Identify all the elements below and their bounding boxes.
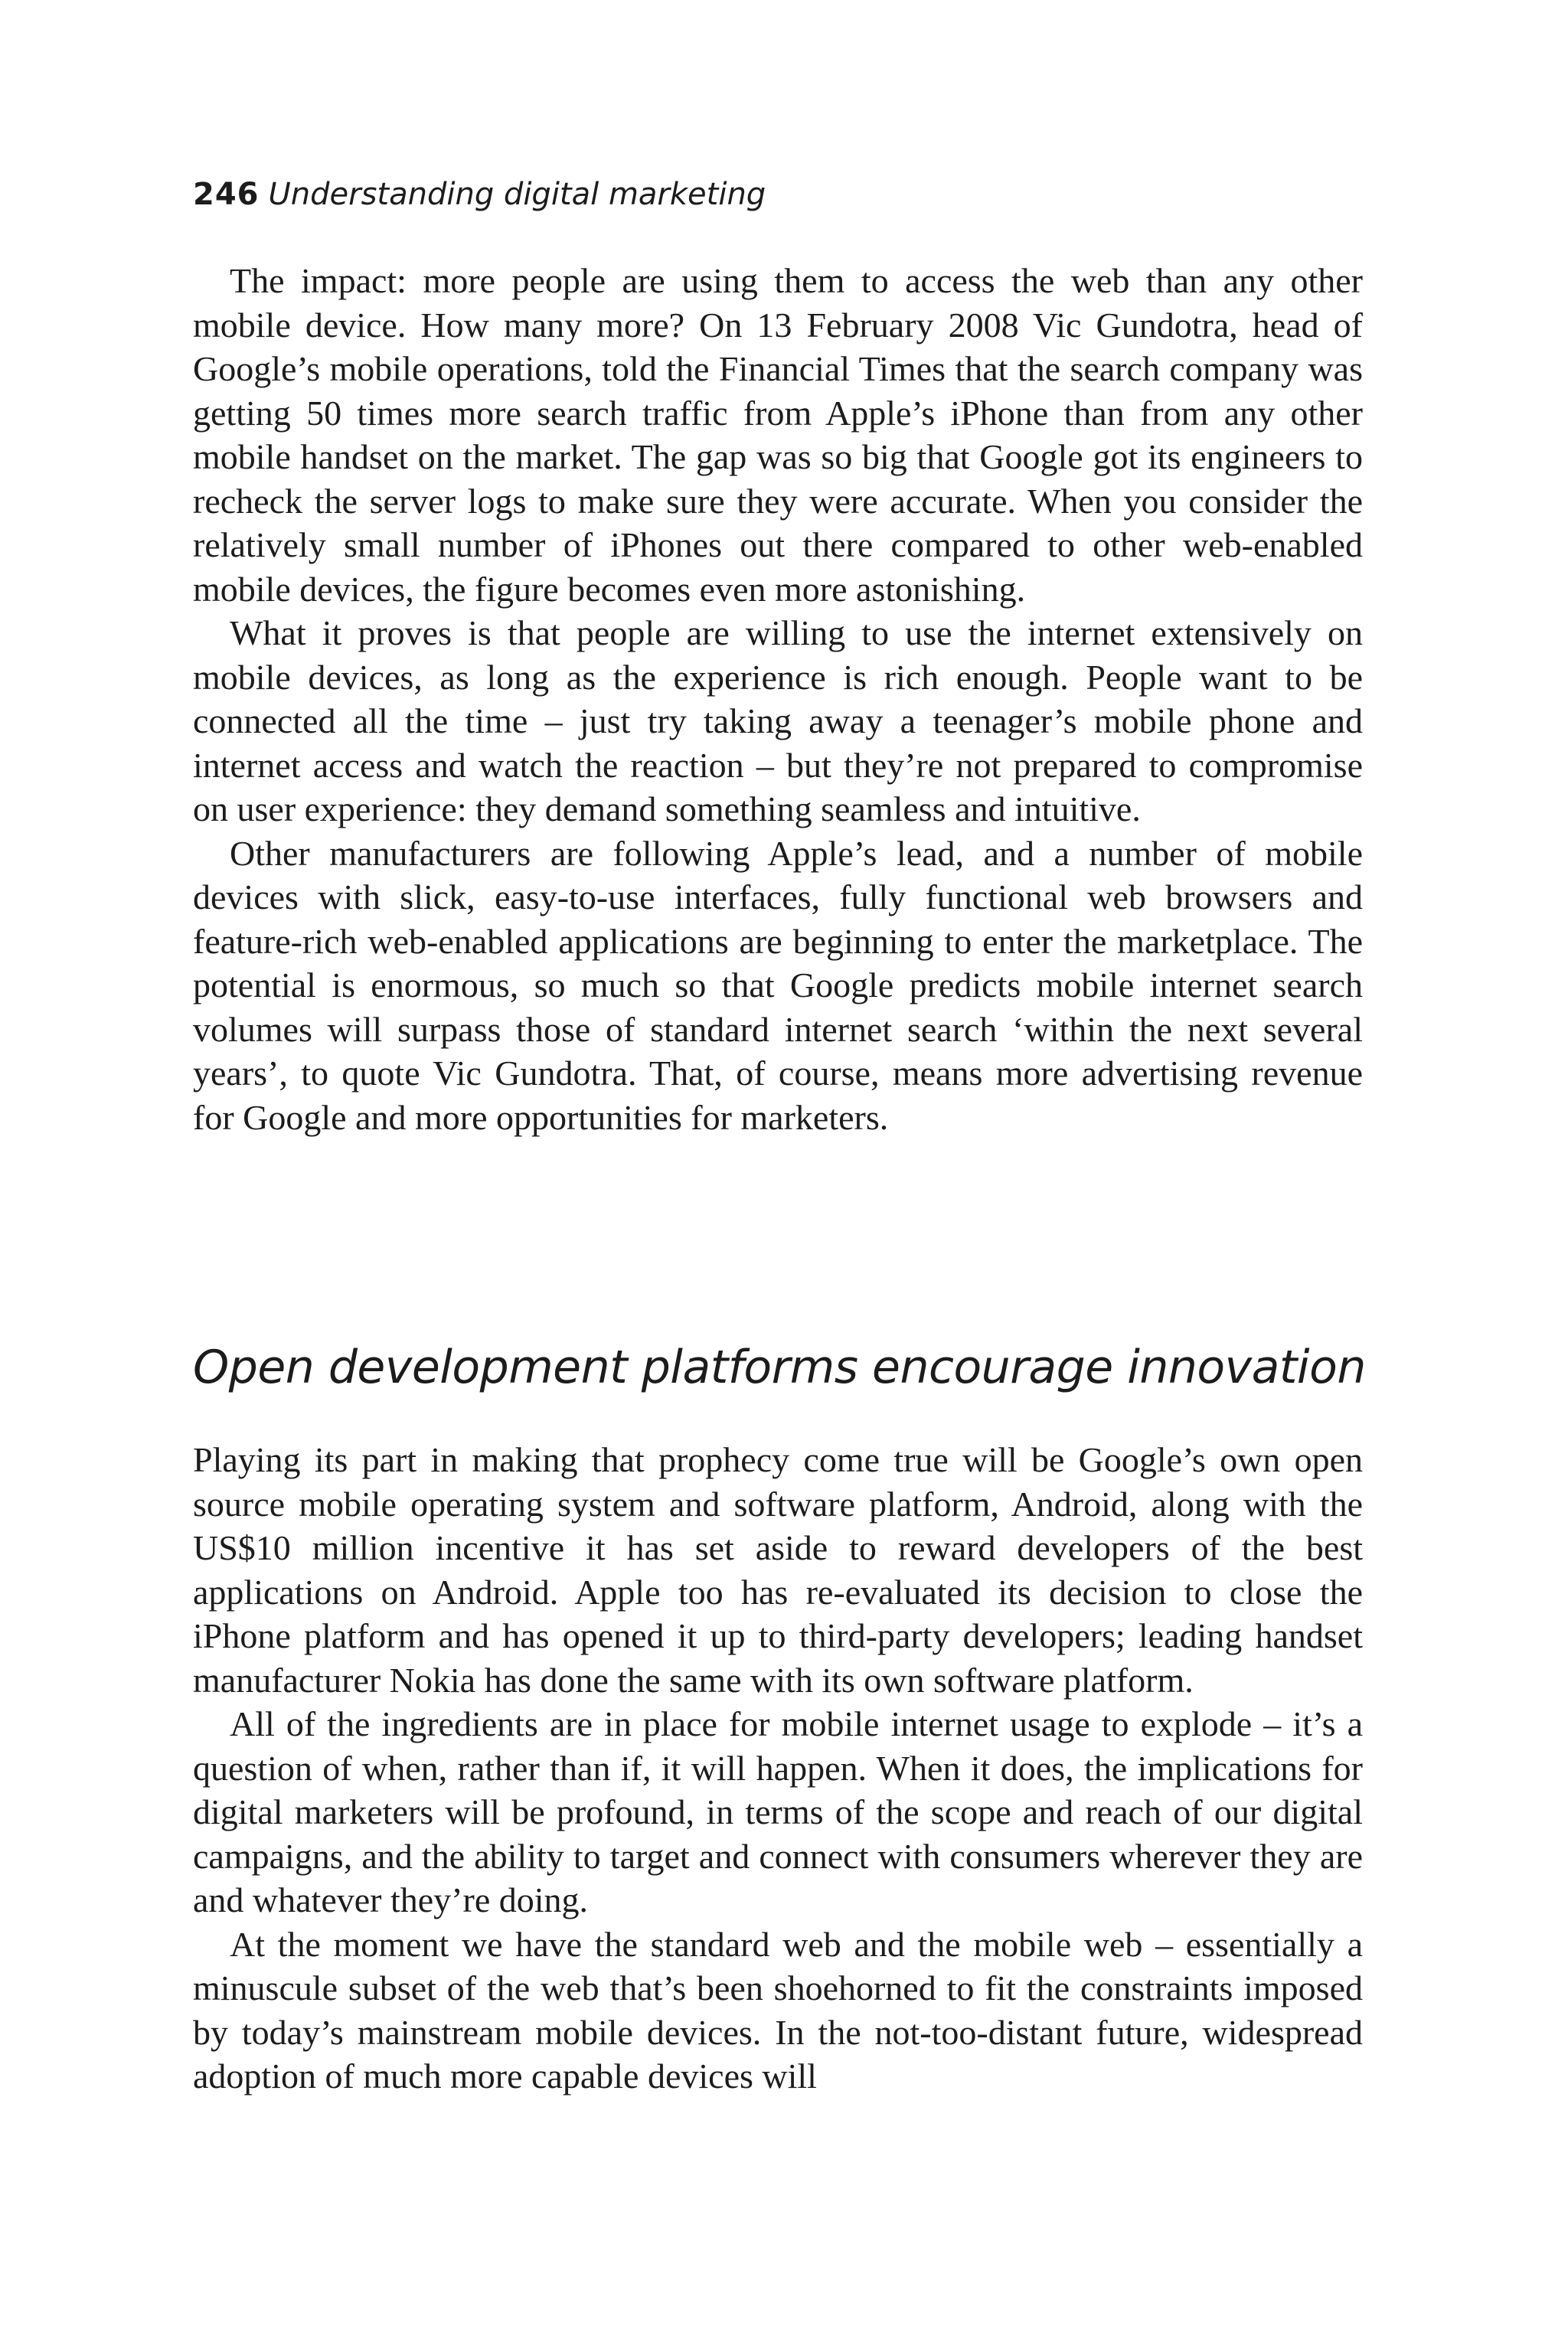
body-text-before-heading: [193, 259, 1363, 1139]
running-head-title: Understanding digital marketing: [268, 177, 766, 212]
paragraph: What it proves is that people are willing to use the internet extensively on mobile devices, as long as the experience is rich enough. People want to be connected all the time – just try taking away a teenager’s mobile phone and internet access and watch the reaction – but they’re not prepared to compromise on user experience: they demand something seamless and intuitive.: [193, 613, 1363, 828]
body-text-after-heading: [193, 1438, 1363, 2099]
paragraph: Playing its part in making that prophecy come true will be Google’s own open source mobile operating system and software platform, Android, along with the US$10 million incentive it has set aside to reward developers of the best applications on Android. Apple too has re-evaluated its decision to close the iPhone platform and has opened it up to third-party developers; leading handset manufacturer Nokia has done the same with its own software platform.: [193, 1440, 1363, 1700]
paragraph: All of the ingredients are in place for mobile internet usage to explode – it’s a question of when, rather than if, it will happen. When it does, the implications for digital marketers will be profound, in terms of the scope and reach of our digital campaigns, and the ability to target and connect with consumers wherever they are and whatever they’re doing.: [193, 1704, 1363, 1919]
paragraph: The impact: more people are using them to access the web than any other mobile device. How many more? On 13 February 2008 Vic Gundotra, head of Google’s mobile operations, told the Financial Times that the search company was getting 50 times more search traffic from Apple’s iPhone than from any other mobile handset on the market. The gap was so big that Google got its engineers to recheck the server logs to make sure they were accurate. When you consider the relatively small number of iPhones out there compared to other web-enabled mobile devices, the figure becomes even more astonishing.: [193, 261, 1363, 609]
section-heading: Open development platforms encourage innovation: [193, 1341, 1366, 1394]
page-number: 246: [193, 177, 260, 212]
paragraph: Other manufacturers are following Apple’s lead, and a number of mobile devices with slick, easy-to-use interfaces, fully functional web browsers and feature-rich web-enabled applications are beginning to enter the marketplace. The potential is enormous, so much so that Google predicts mobile internet search volumes will surpass those of standard internet search ‘within the next several years’, to quote Vic Gundotra. That, of course, means more advertising revenue for Google and more opportunities for marketers.: [193, 833, 1363, 1137]
running-head: [193, 173, 766, 216]
paragraph: At the moment we have the standard web and the mobile web – essentially a minuscule subset of the web that’s been shoehorned to fit the constraints imposed by today’s mainstream mobile devices. In the not-too-distant future, widespread adoption of much more capable devices will: [193, 1924, 1363, 2096]
